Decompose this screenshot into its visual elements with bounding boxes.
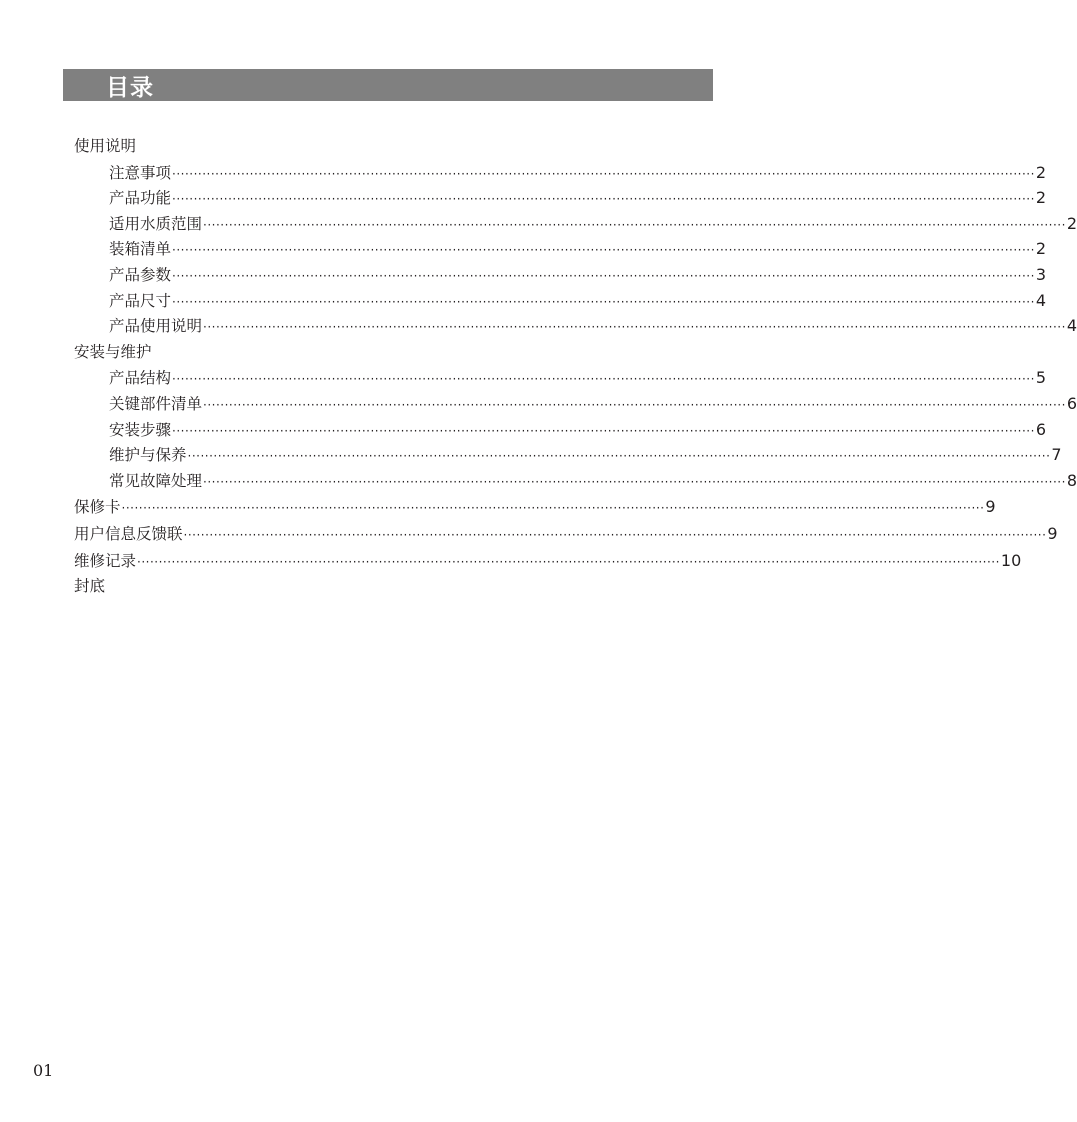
dot-leader: ········································································································································································································ <box>172 166 1035 181</box>
toc-entry-label: 维修记录 <box>74 551 137 570</box>
dot-leader: ········································································································································································································ <box>172 243 1035 258</box>
toc-entry-label: 产品参数 <box>109 265 172 284</box>
toc-entry-page: 9 <box>1047 523 1058 543</box>
toc-entry-label: 安装步骤 <box>109 420 172 439</box>
dot-leader: ········································································································································································································ <box>172 268 1035 283</box>
toc-entry-page: 2 <box>1035 162 1047 182</box>
toc-entry-label: 封底 <box>74 577 106 596</box>
toc-entry-label: 产品结构 <box>109 369 172 388</box>
dot-leader: ········································································································································································································ <box>172 372 1035 387</box>
toc-entry[interactable] <box>74 160 1047 186</box>
toc-entry[interactable] <box>74 521 1058 547</box>
toc-entry[interactable] <box>74 262 1047 288</box>
toc-entry[interactable] <box>74 468 1077 494</box>
toc-entry-page: 6 <box>1066 393 1077 413</box>
dot-leader: ········································································································································································································ <box>172 423 1035 438</box>
toc-entry-page: 3 <box>1035 264 1047 284</box>
toc-entry[interactable] <box>74 391 1077 417</box>
toc-entry-page: 4 <box>1066 316 1077 336</box>
toc-entry-label: 使用说明 <box>74 137 137 155</box>
dot-leader: ········································································································································································································ <box>183 527 1047 542</box>
dot-leader: ········································································································································································································ <box>203 474 1066 489</box>
toc-entry[interactable] <box>74 417 1047 443</box>
toc-entry-label: 安装与维护 <box>74 342 152 361</box>
toc-entry-label: 产品尺寸 <box>109 291 172 310</box>
toc-entry-page: 6 <box>1035 419 1047 439</box>
toc-entry-page: 10 <box>1000 550 1022 570</box>
toc-entry-page: 2 <box>1035 239 1047 259</box>
toc-entry[interactable] <box>74 574 674 600</box>
toc-entry-page: 2 <box>1066 213 1077 233</box>
toc-entry-page: 8 <box>1066 470 1077 490</box>
footer-page-number: 01 <box>33 1061 54 1080</box>
page-title: 目录 <box>106 74 154 101</box>
toc-entry[interactable] <box>74 365 1047 391</box>
toc-entry-label: 产品功能 <box>109 189 172 208</box>
toc-entry[interactable] <box>74 313 1077 339</box>
dot-leader: ········································································································································································································ <box>137 554 1000 569</box>
title-bar <box>63 69 713 101</box>
toc-entry-page: 7 <box>1051 445 1062 465</box>
toc-entry-page: 9 <box>985 497 996 517</box>
toc-entry[interactable] <box>74 185 1047 211</box>
toc-entry-label: 用户信息反馈联 <box>74 524 183 543</box>
dot-leader: ········································································································································································································ <box>172 192 1035 207</box>
toc-entry[interactable] <box>74 134 674 160</box>
toc-entry-label: 注意事项 <box>109 163 172 182</box>
toc-entry[interactable] <box>74 211 1077 237</box>
toc-entry-page: 2 <box>1035 188 1047 208</box>
toc-entry-label: 适用水质范围 <box>109 214 203 233</box>
dot-leader: ········································································································································································································ <box>203 217 1066 232</box>
toc-entry[interactable] <box>74 548 1022 574</box>
table-of-contents <box>74 133 1077 600</box>
toc-entry-page: 4 <box>1035 290 1047 310</box>
toc-entry[interactable] <box>74 236 1047 262</box>
dot-leader: ········································································································································································································ <box>203 320 1066 335</box>
toc-entry[interactable] <box>74 494 996 520</box>
toc-entry-label: 产品使用说明 <box>109 317 203 336</box>
toc-entry[interactable] <box>74 442 1062 468</box>
toc-entry-label: 关键部件清单 <box>109 394 203 413</box>
dot-leader: ········································································································································································································ <box>203 397 1066 412</box>
toc-entry[interactable] <box>74 340 674 366</box>
toc-entry-label: 装箱清单 <box>109 240 172 259</box>
dot-leader: ········································································································································································································ <box>172 294 1035 309</box>
toc-entry[interactable] <box>74 288 1047 314</box>
toc-entry-label: 维护与保养 <box>109 446 187 465</box>
toc-entry-label: 常见故障处理 <box>109 471 203 490</box>
toc-entry-page: 5 <box>1035 368 1047 388</box>
dot-leader: ········································································································································································································ <box>121 501 985 516</box>
dot-leader: ········································································································································································································ <box>187 449 1051 464</box>
toc-entry-label: 保修卡 <box>74 498 121 517</box>
